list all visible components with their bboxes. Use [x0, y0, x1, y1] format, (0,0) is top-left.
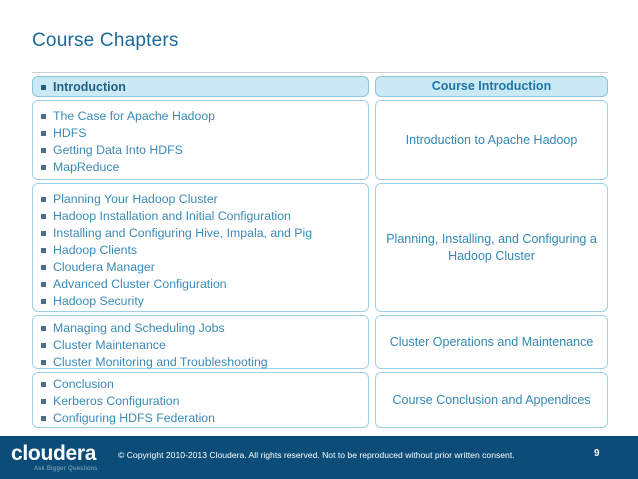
chapter-header-label: Introduction	[33, 80, 126, 94]
footer-bar	[0, 436, 638, 479]
topic-item: Planning Your Hadoop Cluster	[41, 191, 368, 208]
section-3-topics	[32, 315, 369, 369]
section-2-label-box	[375, 183, 608, 312]
chapter-header-left	[32, 76, 369, 97]
section-2-topics	[32, 183, 369, 312]
topic-item: Cloudera Manager	[41, 259, 368, 276]
section-3-label-box	[375, 315, 608, 369]
section-4-label: Course Conclusion and Appendices	[392, 392, 591, 407]
chapter-header-right-label: Course Introduction	[431, 79, 552, 93]
section-1-topics	[32, 100, 369, 180]
page-number: 9	[594, 448, 600, 459]
cloudera-logo: cloudera	[11, 442, 97, 465]
chapter-header-right	[375, 76, 608, 97]
topic-item: HDFS	[41, 125, 368, 142]
topic-item: MapReduce	[41, 159, 368, 176]
topic-item: The Case for Apache Hadoop	[41, 108, 368, 125]
copyright-text: © Copyright 2010-2013 Cloudera. All rights reserved. Not to be reproduced without prior written consent.	[118, 450, 515, 460]
topic-item: Installing and Configuring Hive, Impala, and Pig	[41, 225, 368, 242]
section-1-label: Introduction to Apache Hadoop	[405, 132, 578, 147]
topic-item: Configuring HDFS Federation	[41, 410, 368, 427]
topic-item: Cluster Maintenance	[41, 337, 368, 354]
topic-item: Conclusion	[41, 376, 368, 393]
section-1-label-box	[375, 100, 608, 180]
title-divider	[32, 72, 608, 73]
topic-item: Cluster Monitoring and Troubleshooting	[41, 354, 368, 371]
section-4-topics	[32, 372, 369, 428]
section-4-label-box	[375, 372, 608, 428]
topic-item: Hadoop Installation and Initial Configuration	[41, 208, 368, 225]
topic-item: Managing and Scheduling Jobs	[41, 320, 368, 337]
topic-item: Kerberos Configuration	[41, 393, 368, 410]
topic-item: Getting Data Into HDFS	[41, 142, 368, 159]
section-3-label: Cluster Operations and Maintenance	[389, 334, 594, 349]
topic-item: Hadoop Security	[41, 293, 368, 310]
topic-item: Advanced Cluster Configuration	[41, 276, 368, 293]
logo-tagline: Ask Bigger Questions	[34, 466, 98, 472]
page-title: Course Chapters	[32, 30, 179, 51]
section-2-label: Planning, Installing, and Configuring a Hadoop Cluster	[386, 231, 597, 263]
topic-item: Hadoop Clients	[41, 242, 368, 259]
